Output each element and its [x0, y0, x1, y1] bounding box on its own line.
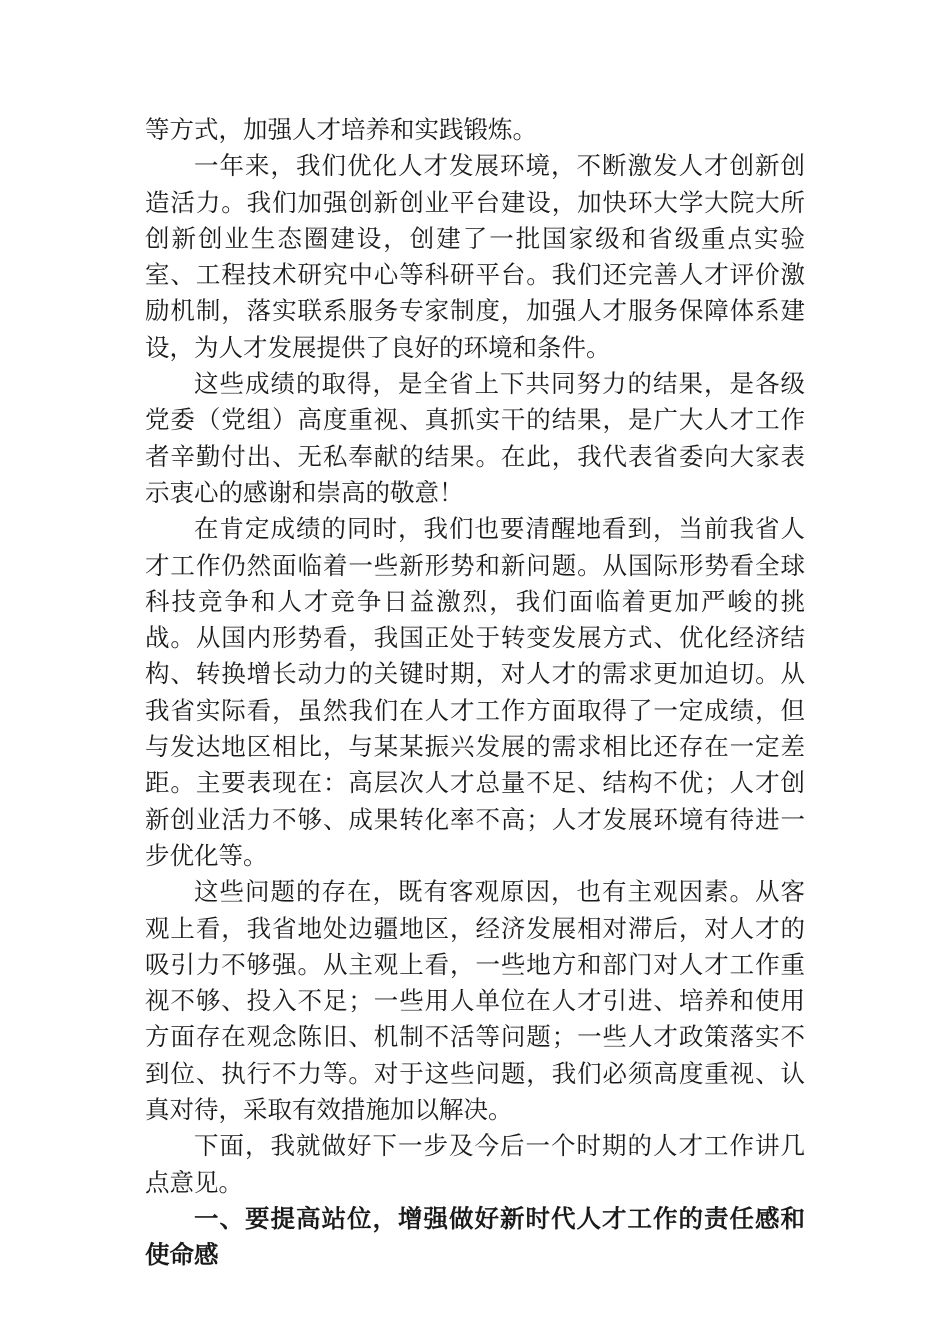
paragraph-2: 一年来，我们优化人才发展环境，不断激发人才创新创造活力。我们加强创新创业平台建设，加快环大学大院大所创新创业生态圈建设，创建了一批国家级和省级重点实验室、工程技术研究中心等科研平台。我们还完善人才评价激励机制，落实联系服务专家制度，加强人才服务保障体系建设，为人才发展提供了良好的环境和条件。 — [145, 151, 805, 362]
paragraph-6: 下面，我就做好下一步及今后一个时期的人才工作讲几点意见。 — [145, 1131, 805, 1197]
paragraph-4: 在肯定成绩的同时，我们也要清醒地看到，当前我省人才工作仍然面临着一些新形势和新问题。从国际形势看全球科技竞争和人才竞争日益激烈，我们面临着更加严峻的挑战。从国内形势看，我国正处于转变发展方式、优化经济结构、转换增长动力的关键时期，对人才的需求更加迫切。从我省实际看，虽然我们在人才工作方面取得了一定成绩，但与发达地区相比，与某某振兴发展的需求相比还存在一定差距。主要表现在：高层次人才总量不足、结构不优；人才创新创业活力不够、成果转化率不高；人才发展环境有待进一步优化等。 — [145, 514, 805, 870]
document-page — [145, 112, 805, 1274]
paragraph-1: 等方式，加强人才培养和实践锻炼。 — [145, 115, 537, 144]
section-heading: 一、要提高站位，增强做好新时代人才工作的责任感和使命感 — [145, 1203, 805, 1270]
paragraph-3: 这些成绩的取得，是全省上下共同努力的结果，是各级党委（党组）高度重视、真抓实干的结果，是广大人才工作者辛勤付出、无私奉献的结果。在此，我代表省委向大家表示衷心的感谢和崇高的敬意！ — [145, 369, 805, 507]
paragraph-5: 这些问题的存在，既有客观原因，也有主观因素。从客观上看，我省地处边疆地区，经济发展相对滞后，对人才的吸引力不够强。从主观上看，一些地方和部门对人才工作重视不够、投入不足；一些用人单位在人才引进、培养和使用方面存在观念陈旧、机制不活等问题；一些人才政策落实不到位、执行不力等。对于这些问题，我们必须高度重视、认真对待，采取有效措施加以解决。 — [145, 877, 805, 1125]
